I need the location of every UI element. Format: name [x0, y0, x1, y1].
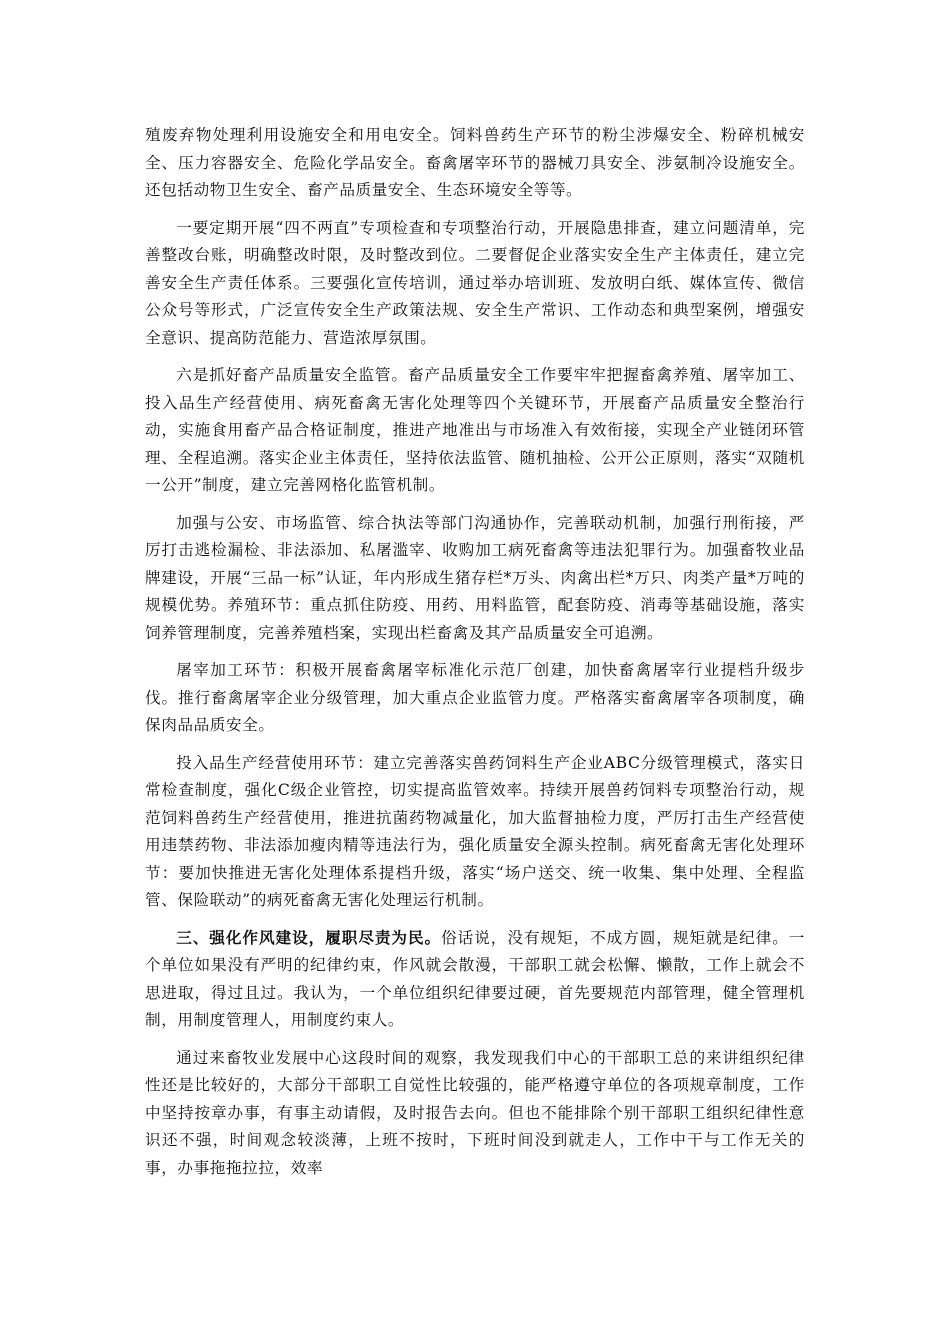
document-page	[145, 122, 805, 1192]
section-heading: 三、强化作风建设，履职尽责为民。	[176, 928, 442, 947]
paragraph-slaughter: 屠宰加工环节：积极开展畜禽屠宰标准化示范厂创建，加快畜禽屠宰行业提档升级步伐。推行畜禽屠宰企业分级管理，加大重点企业监管力度。严格落实畜禽屠宰各项制度，确保肉品品质安全。	[145, 661, 805, 734]
section-body: 俗话说，没有规矩，不成方圆，规矩就是纪律。一个单位如果没有严明的纪律约束，作风就会散漫，干部职工就会松懈、懒散，工作上就会不思进取，得过且过。我认为，一个单位组织纪律要过硬，首先要规范内部管理，健全管理机制，用制度管理人，用制度约束人。	[145, 928, 805, 1029]
paragraph-product-quality: 六是抓好畜产品质量安全监管。畜产品质量安全工作要牢牢把握畜禽养殖、屠宰加工、投入品生产经营使用、病死畜禽无害化处理等四个关键环节，开展畜产品质量安全整治行动，实施食用畜产品合格证制度，推进产地准出与市场准入有效衔接，实现全产业链闭环管理、全程追溯。落实企业主体责任，坚持依法监管、随机抽检、公开公正原则，落实“双随机一公开”制度，建立完善网格化监管机制。	[145, 366, 805, 494]
paragraph-safety-items: 殖废弃物处理利用设施安全和用电安全。饲料兽药生产环节的粉尘涉爆安全、粉碎机械安全、压力容器安全、危险化学品安全。畜禽屠宰环节的器械刀具安全、涉氨制冷设施安全。还包括动物卫生安全、畜产品质量安全、生态环境安全等等。	[145, 126, 805, 199]
paragraph-safety-measures: 一要定期开展“四不两直”专项检查和专项整治行动，开展隐患排查，建立问题清单，完善整改台账，明确整改时限，及时整改到位。二要督促企业落实安全生产主体责任，建立完善安全生产责任体系。三要强化宣传培训，通过举办培训班、发放明白纸、媒体宣传、微信公众号等形式，广泛宣传安全生产政策法规、安全生产常识、工作动态和典型案例，增强安全意识、提高防范能力、营造浓厚氛围。	[145, 218, 805, 347]
paragraph-cooperation: 加强与公安、市场监管、综合执法等部门沟通协作，完善联动机制，加强行刑衔接，严厉打击逃检漏检、非法添加、私屠滥宰、收购加工病死畜禽等违法犯罪行为。加强畜牧业品牌建设，开展“三品一标”认证，年内形成生猪存栏*万头、肉禽出栏*万只、肉类产量*万吨的规模优势。养殖环节：重点抓住防疫、用药、用料监管，配套防疫、消毒等基础设施，落实饲养管理制度，完善养殖档案，实现出栏畜禽及其产品质量安全可追溯。	[145, 513, 805, 642]
paragraph-observation: 通过来畜牧业发展中心这段时间的观察，我发现我们中心的干部职工总的来讲组织纪律性还是比较好的，大部分干部职工自觉性比较强的，能严格遵守单位的各项规章制度，工作中坚持按章办事，有事主动请假，及时报告去向。但也不能排除个别干部职工组织纪律性意识还不强，时间观念较淡薄，上班不按时，下班时间没到就走人，工作中干与工作无关的事，办事拖拖拉拉，效率	[145, 1048, 805, 1177]
paragraph-inputs: 投入品生产经营使用环节：建立完善落实兽药饲料生产企业ABC分级管理模式，落实日常检查制度，强化C级企业管控，切实提高监管效率。持续开展兽药饲料专项整治行动，规范饲料兽药生产经营使用，推进抗菌药物减量化，加大监督抽检力度，严厉打击生产经营使用违禁药物、非法添加瘦肉精等违法行为，强化质量安全源头控制。病死畜禽无害化处理环节：要加快推进无害化处理体系提档升级，落实“场户送交、统一收集、集中处理、全程监管、保险联动”的病死畜禽无害化处理运行机制。	[145, 753, 805, 909]
paragraph-section-three	[145, 925, 805, 1035]
